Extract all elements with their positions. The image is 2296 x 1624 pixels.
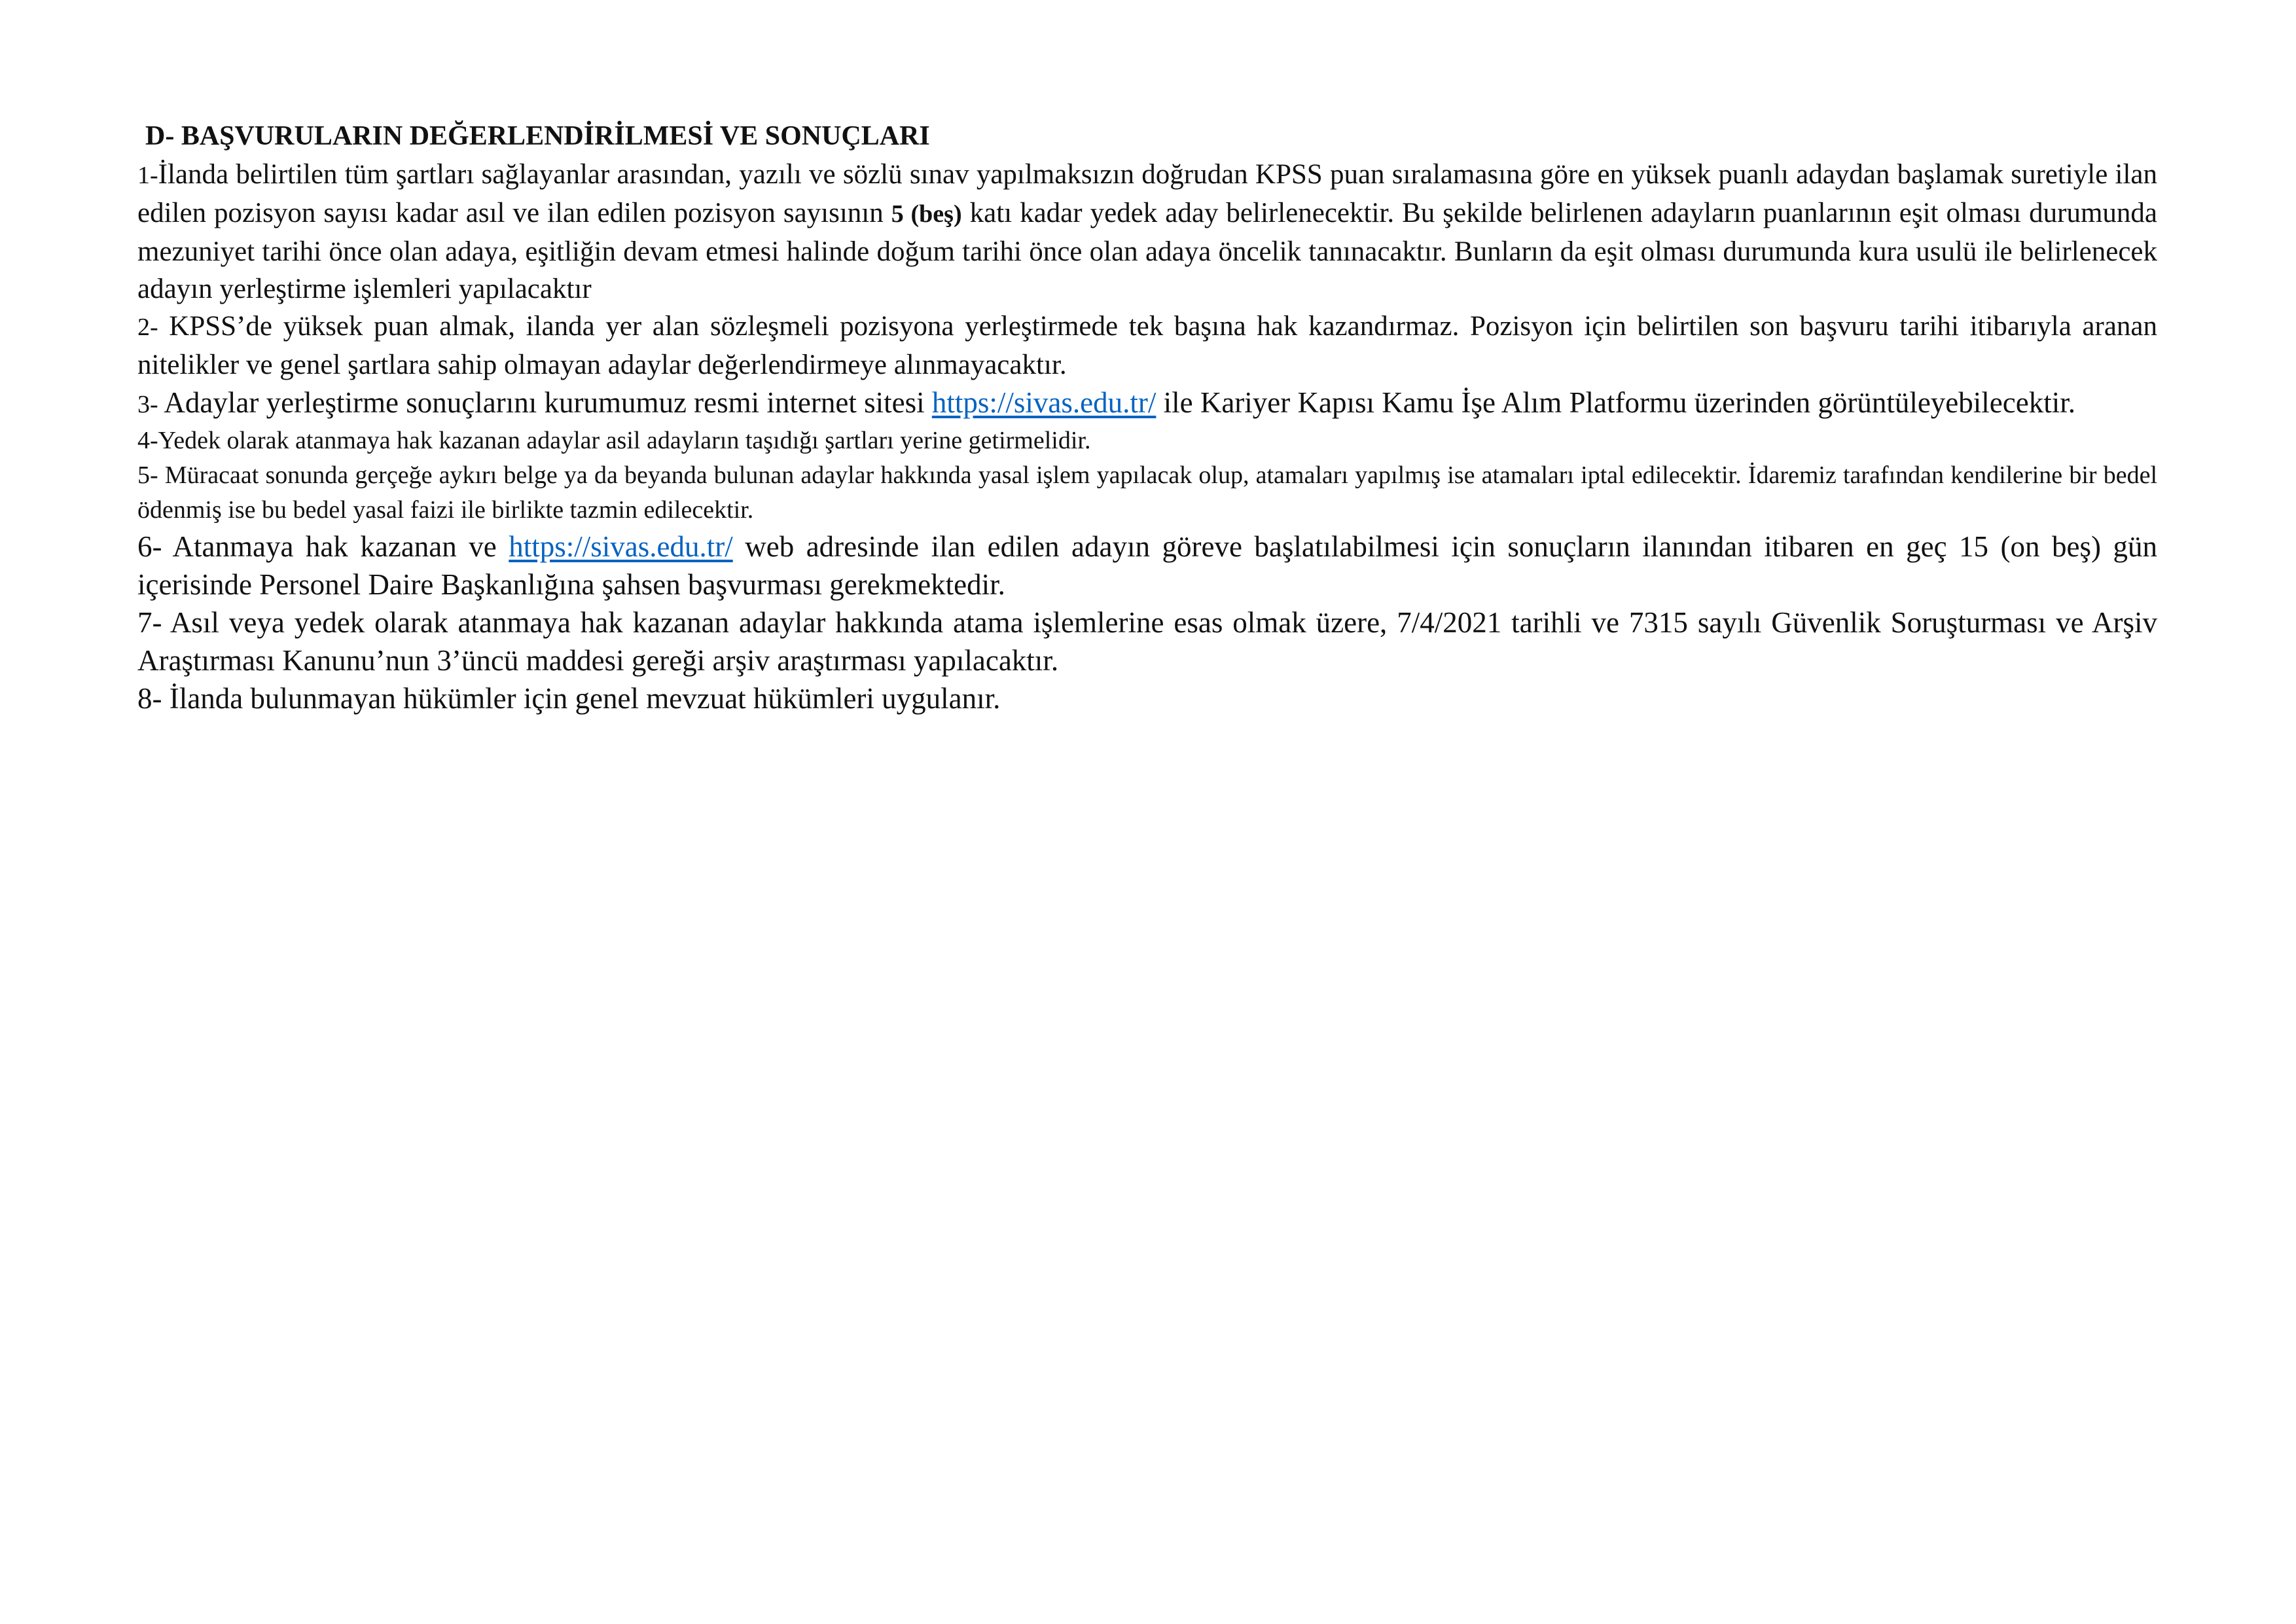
item-6-text-b: web adresinde ilan edilen adayın göreve başlatılabilmesi için sonuçların ilanından itibaren en geç 15 (on beş) gün içerisinde Personel Daire Başkanlığına şahsen başvurması gerekmektedir. <box>137 530 2157 601</box>
item-1-bold-count: 5 (beş) <box>891 200 962 228</box>
sivas-website-link[interactable]: https://sivas.edu.tr/ <box>931 386 1157 419</box>
item-1 <box>137 156 2157 308</box>
item-3 <box>137 384 2157 424</box>
item-1-text-a: İlanda belirtilen tüm şartları sağlayanlar arasından, yazılı ve sözlü sınav yapılmaksızın doğrudan KPSS puan sıralamasına göre en yüksek puanlı adaydan başlamak suretiyle ilan edilen pozisyon sayısı kadar asıl ve ilan edilen pozisyon sayısının <box>137 159 2157 228</box>
item-1-text-b: katı kadar yedek aday belirlenecektir. Bu şekilde belirlenen adayların puanlarının eşit olması durumunda mezuniyet tarihi önce olan adaya, eşitliğin devam etmesi halinde doğum tarihi önce olan adaya öncelik tanınacaktır. Bunların da eşit olması durumunda kura usulü ile belirlenecek adayın yerleştirme işlemleri yapılacaktır <box>137 198 2157 304</box>
item-5: 5- Müracaat sonunda gerçeğe aykırı belge ya da beyanda bulunan adaylar hakkında yasal işlem yapılacak olup, atamaları yapılmış ise atamaları iptal edilecektir. İdaremiz tarafından kendilerine bir bedel ödenmiş ise bu bedel yasal faizi ile birlikte tazmin edilecektir. <box>137 461 2157 524</box>
item-1-number: 1- <box>137 162 158 189</box>
item-2 <box>137 308 2157 384</box>
item-6 <box>137 528 2157 604</box>
item-3-text-a: Adaylar yerleştirme sonuçlarını kurumumuz resmi internet sitesi <box>158 386 932 419</box>
sivas-website-link-2[interactable]: https://sivas.edu.tr/ <box>509 530 733 563</box>
item-4: 4-Yedek olarak atanmaya hak kazanan adaylar asil adayların taşıdığı şartları yerine getirmelidir. <box>137 427 1091 454</box>
item-6-text-a: 6- Atanmaya hak kazanan ve <box>137 530 509 563</box>
item-2-text: KPSS’de yüksek puan almak, ilanda yer alan sözleşmeli pozisyona yerleştirmede tek başına hak kazandırmaz. Pozisyon için belirtilen son başvuru tarihi itibarıyla aranan nitelikler ve genel şartlara sahip olmayan adaylar değerlendirmeye alınmayacaktır. <box>137 311 2157 380</box>
item-3-text-b: ile Kariyer Kapısı Kamu İşe Alım Platformu üzerinden görüntüleyebilecektir. <box>1156 386 2075 419</box>
item-3-number: 3- <box>137 391 158 418</box>
item-2-number: 2- <box>137 314 158 341</box>
section-heading: D- BAŞVURULARIN DEĞERLENDİRİLMESİ VE SONUÇLARI <box>145 121 930 151</box>
item-8: 8- İlanda bulunmayan hükümler için genel mevzuat hükümleri uygulanır. <box>137 682 1001 715</box>
item-7: 7- Asıl veya yedek olarak atanmaya hak kazanan adaylar hakkında atama işlemlerine esas olmak üzere, 7/4/2021 tarihli ve 7315 sayılı Güvenlik Soruşturması ve Arşiv Araştırması Kanunu’nun 3’üncü maddesi gereği arşiv araştırması yapılacaktır. <box>137 606 2157 677</box>
document-page <box>137 117 2157 717</box>
